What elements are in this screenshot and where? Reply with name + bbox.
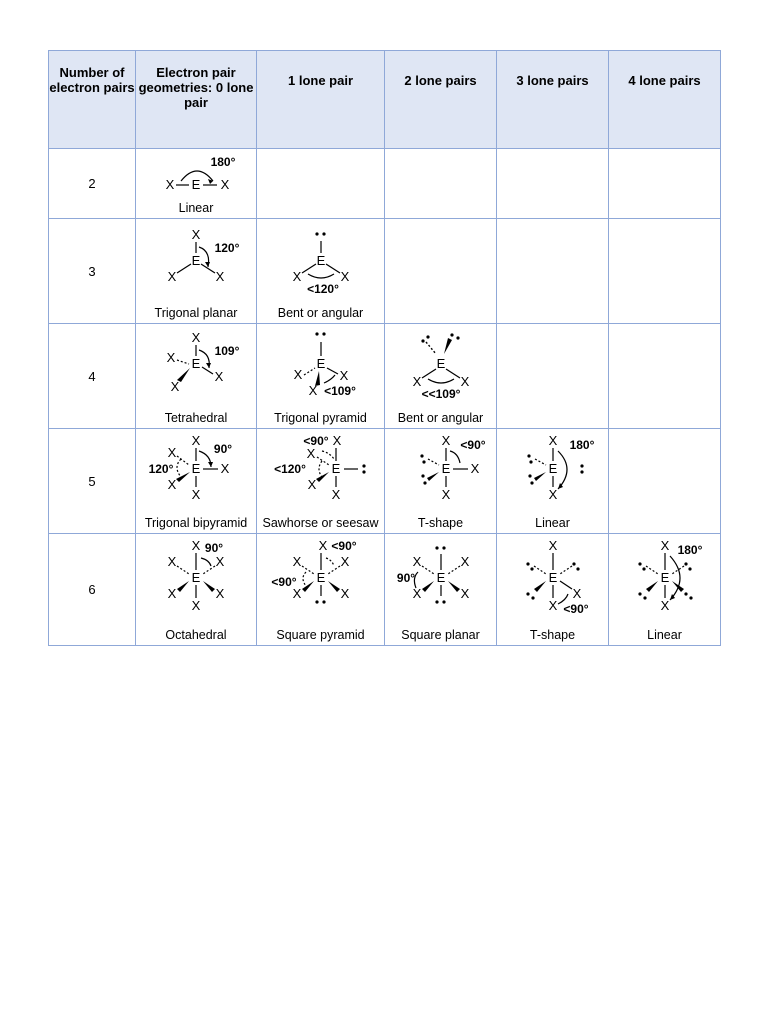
geometry-cell-linear-tbp: [497, 429, 609, 534]
seesaw-diagram: [266, 429, 376, 504]
geometry-name: Square planar: [401, 628, 480, 642]
bond-angle-label: <120°: [306, 282, 339, 294]
empty-cell: [497, 219, 609, 324]
ligand-atom: X: [340, 554, 349, 569]
electron-pair-count: 4: [49, 324, 136, 429]
ligand-atom: X: [191, 330, 201, 345]
bond-angle-label: 90°: [396, 571, 415, 585]
geometry-cell-linear-oct: [609, 534, 721, 646]
geometry-name: Trigonal planar: [154, 306, 238, 320]
linear-tbp-diagram: [498, 429, 608, 504]
bond-angle-label: <90°: [330, 539, 357, 553]
geometry-cell-tetrahedral: [136, 324, 257, 429]
geometry-name: Sawhorse or seesaw: [262, 516, 379, 530]
geometry-cell-trigonal-pyramid: [257, 324, 385, 429]
header-four-lone-pairs: 4 lone pairs: [609, 51, 721, 149]
ligand-atom: X: [340, 269, 349, 284]
t-shape-diagram: [386, 429, 496, 504]
geometry-cell-bent-tetrahedral: [385, 324, 497, 429]
vsepr-geometry-table: [48, 50, 721, 646]
geometry-cell-square-planar: [385, 534, 497, 646]
ligand-atom: X: [548, 538, 557, 553]
bond-angle-label: <90°: [562, 602, 589, 614]
geometry-name: Tetrahedral: [164, 411, 228, 425]
empty-cell: [609, 324, 721, 429]
ligand-atom: X: [339, 368, 348, 383]
empty-cell: [497, 149, 609, 219]
bond-angle-label: <120°: [273, 462, 306, 476]
empty-cell: [609, 219, 721, 324]
geometry-cell-t-shape: [385, 429, 497, 534]
bond-angle-label: 180°: [210, 155, 236, 169]
central-atom: E: [441, 461, 450, 476]
ligand-atom: X: [292, 554, 301, 569]
ligand-atom: X: [308, 383, 317, 398]
geometry-name: T-shape: [417, 516, 464, 530]
linear-oct-diagram: [610, 534, 720, 614]
ligand-atom: X: [191, 598, 201, 613]
trigonal-planar-diagram: [141, 219, 251, 294]
empty-cell: [257, 149, 385, 219]
geometry-cell-t-shape-oct: [497, 534, 609, 646]
bond-angle-label: <90°: [459, 438, 486, 452]
bond-angle-label: <90°: [270, 575, 297, 589]
geometry-name: Trigonal pyramid: [274, 411, 367, 425]
geometry-cell-octahedral: [136, 534, 257, 646]
ligand-atom: X: [331, 487, 340, 502]
linear-diagram: [141, 149, 251, 199]
ligand-atom: X: [412, 374, 421, 389]
ligand-atom: X: [215, 554, 225, 569]
empty-cell: [385, 219, 497, 324]
square-pyramid-diagram: [266, 534, 376, 614]
central-atom: E: [191, 177, 201, 192]
ligand-atom: X: [292, 269, 301, 284]
ligand-atom: X: [167, 477, 177, 492]
central-atom: E: [191, 570, 201, 585]
central-atom: E: [191, 461, 201, 476]
table-row: [49, 429, 721, 534]
bond-angle-label: 120°: [148, 462, 174, 476]
tetrahedral-diagram: [141, 324, 251, 399]
ligand-atom: X: [660, 538, 669, 553]
central-atom: E: [548, 570, 557, 585]
electron-pair-count: 6: [49, 534, 136, 646]
ligand-atom: X: [318, 538, 327, 553]
ligand-atom: X: [167, 554, 177, 569]
geometry-cell-linear: [136, 149, 257, 219]
geometry-cell-seesaw: [257, 429, 385, 534]
ligand-atom: X: [166, 350, 176, 365]
central-atom: E: [436, 356, 445, 371]
central-atom: E: [436, 570, 445, 585]
table-row: [49, 534, 721, 646]
bond-angle-label: 180°: [677, 543, 702, 557]
bond-angle-label: 180°: [569, 438, 594, 452]
ligand-atom: X: [191, 487, 201, 502]
central-atom: E: [548, 461, 557, 476]
ligand-atom: X: [170, 379, 180, 394]
ligand-atom: X: [340, 586, 349, 601]
ligand-atom: X: [548, 433, 557, 448]
central-atom: E: [191, 253, 201, 268]
geometry-cell-trigonal-bipyramid: [136, 429, 257, 534]
geometry-cell-square-pyramid: [257, 534, 385, 646]
ligand-atom: X: [460, 374, 469, 389]
ligand-atom: X: [191, 227, 201, 242]
geometry-name: Linear: [647, 628, 682, 642]
electron-pair-count: 5: [49, 429, 136, 534]
ligand-atom: X: [167, 445, 177, 460]
header-two-lone-pairs: 2 lone pairs: [385, 51, 497, 149]
geometry-cell-trigonal-planar: [136, 219, 257, 324]
central-atom: E: [191, 356, 201, 371]
bond-angle-label: 120°: [214, 241, 240, 255]
geometry-name: T-shape: [529, 628, 576, 642]
ligand-atom: X: [460, 586, 469, 601]
empty-cell: [609, 429, 721, 534]
bond-angle-label: <90°: [302, 434, 329, 448]
ligand-atom: X: [215, 269, 225, 284]
octahedral-diagram: [141, 534, 251, 614]
ligand-atom: X: [332, 433, 341, 448]
header-three-lone-pairs: 3 lone pairs: [497, 51, 609, 149]
ligand-atom: X: [167, 586, 177, 601]
geometry-name: Linear: [535, 516, 570, 530]
ligand-atom: X: [660, 598, 669, 613]
header-zero-lone-pair: Electron pair geometries: 0 lone pair: [136, 51, 257, 149]
central-atom: E: [316, 570, 325, 585]
bond-angle-label: 90°: [204, 541, 224, 555]
ligand-atom: X: [548, 487, 557, 502]
ligand-atom: X: [441, 433, 450, 448]
square-planar-diagram: [386, 534, 496, 614]
central-atom: E: [316, 356, 325, 371]
geometry-name: Linear: [178, 201, 214, 215]
ligand-atom: X: [412, 586, 421, 601]
ligand-atom: X: [220, 177, 230, 192]
bond-angle-label: <<109°: [421, 387, 460, 399]
ligand-atom: X: [293, 367, 302, 382]
empty-cell: [497, 324, 609, 429]
header-row: [49, 51, 721, 149]
table-row: [49, 149, 721, 219]
geometry-name: Bent or angular: [397, 411, 484, 425]
ligand-atom: X: [306, 446, 315, 461]
ligand-atom: X: [460, 554, 469, 569]
table-row: [49, 219, 721, 324]
geometry-cell-bent: [257, 219, 385, 324]
ligand-atom: X: [165, 177, 175, 192]
ligand-atom: X: [572, 586, 581, 601]
bond-angle-label: 90°: [213, 442, 233, 456]
empty-cell: [385, 149, 497, 219]
bond-angle-label: <109°: [323, 384, 356, 398]
ligand-atom: X: [220, 461, 230, 476]
trigonal-bipyramid-diagram: [141, 429, 251, 504]
header-electron-pairs: Number of electron pairs: [49, 51, 136, 149]
electron-pair-count: 2: [49, 149, 136, 219]
geometry-name: Trigonal bipyramid: [144, 516, 248, 530]
ligand-atom: X: [441, 487, 450, 502]
header-one-lone-pair: 1 lone pair: [257, 51, 385, 149]
bond-angle-label: 109°: [214, 344, 240, 358]
ligand-atom: X: [167, 269, 177, 284]
ligand-atom: X: [191, 538, 201, 553]
t-shape-oct-diagram: [498, 534, 608, 614]
ligand-atom: X: [215, 586, 225, 601]
geometry-name: Bent or angular: [277, 306, 364, 320]
bent-tetrahedral-diagram: [386, 324, 496, 399]
ligand-atom: X: [548, 598, 557, 613]
bent-diagram: [266, 219, 376, 294]
table-row: [49, 324, 721, 429]
ligand-atom: X: [292, 586, 301, 601]
empty-cell: [609, 149, 721, 219]
ligand-atom: X: [191, 433, 201, 448]
ligand-atom: X: [214, 369, 224, 384]
central-atom: E: [331, 461, 340, 476]
ligand-atom: X: [307, 477, 316, 492]
geometry-name: Square pyramid: [276, 628, 365, 642]
ligand-atom: X: [412, 554, 421, 569]
electron-pair-count: 3: [49, 219, 136, 324]
ligand-atom: X: [470, 461, 479, 476]
trigonal-pyramid-diagram: [266, 324, 376, 399]
central-atom: E: [660, 570, 669, 585]
geometry-name: Octahedral: [165, 628, 227, 642]
central-atom: E: [316, 253, 325, 268]
